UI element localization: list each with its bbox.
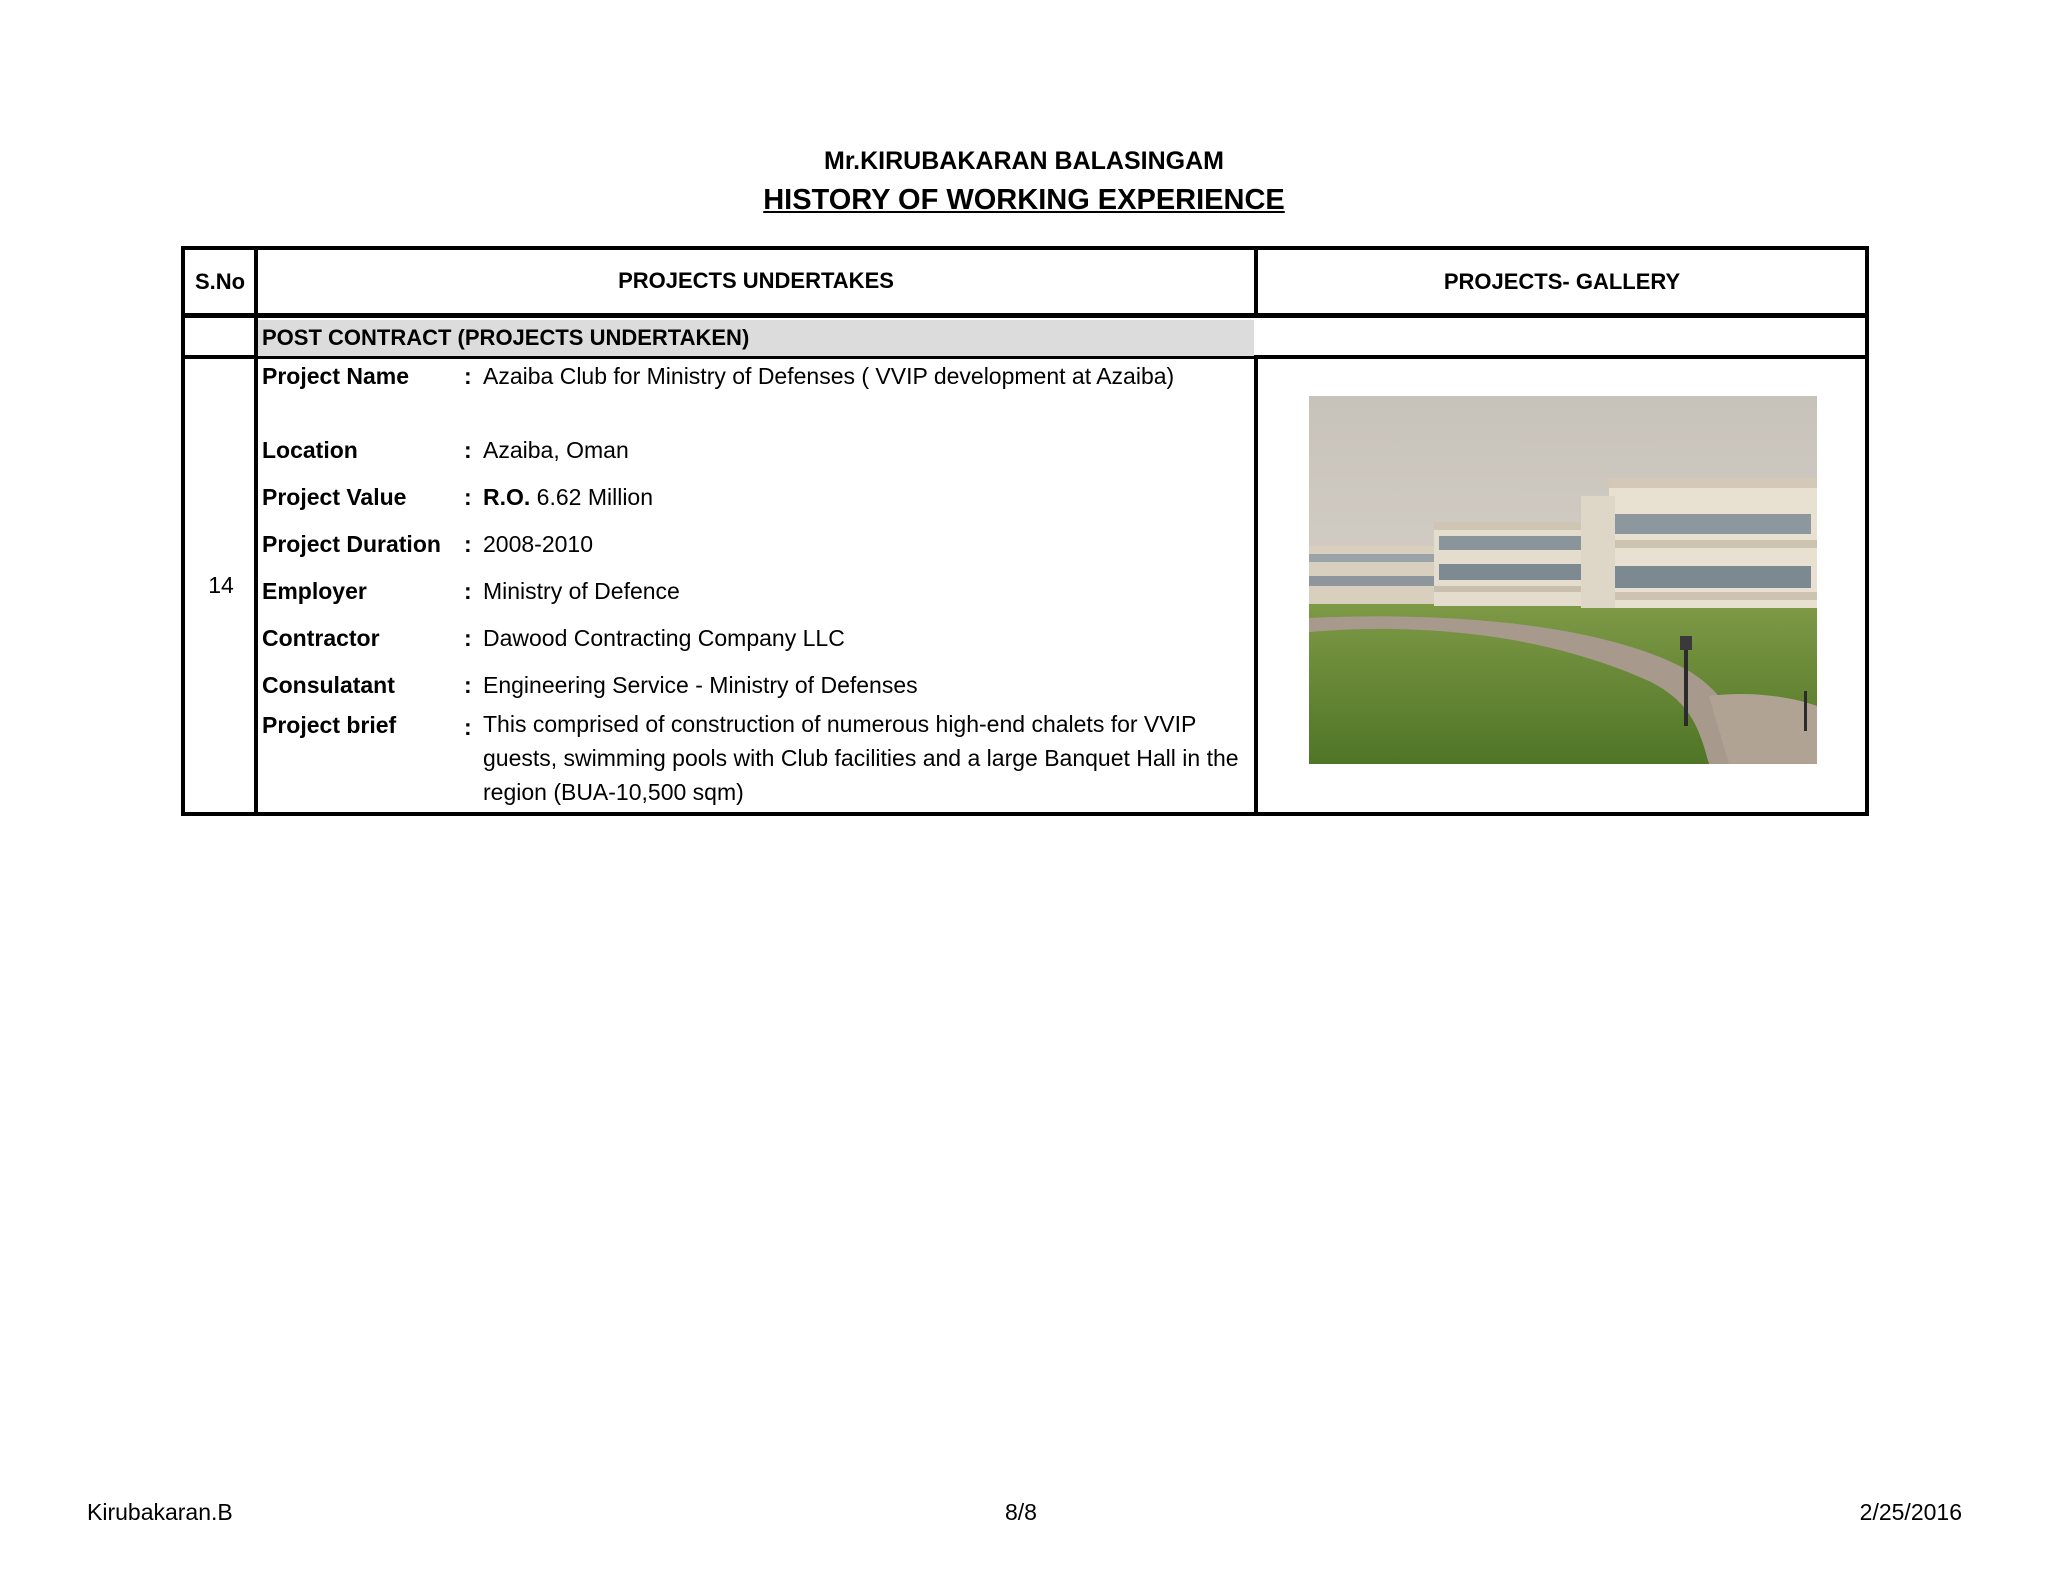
value-project-brief: This comprised of construction of numerous high-end chalets for VVIP guests, swimming pools with Club facilities and a large Banquet Hall in the region (BUA-10,500 sqm) <box>483 711 1239 805</box>
page-header <box>0 146 2048 218</box>
value-employer: Ministry of Defence <box>483 578 680 604</box>
amount: 6.62 Million <box>530 484 654 510</box>
footer-date: 2/25/2016 <box>1859 1499 1962 1525</box>
label-location: Location <box>262 437 358 463</box>
colon: : <box>464 625 472 651</box>
column-header-projects: PROJECTS UNDERTAKES <box>618 268 894 293</box>
document-title: HISTORY OF WORKING EXPERIENCE <box>763 184 1285 216</box>
footer-page-number: 8/8 <box>1005 1499 1037 1525</box>
label-project-brief: Project brief <box>262 712 397 738</box>
value-project-value <box>483 482 653 512</box>
header-divider <box>181 313 1869 318</box>
label-project-name: Project Name <box>262 363 410 389</box>
label-consultant: Consulatant <box>262 672 395 698</box>
section-title: POST CONTRACT (PROJECTS UNDERTAKEN) <box>262 325 750 350</box>
colon: : <box>464 484 472 510</box>
label-employer: Employer <box>262 578 367 604</box>
gallery-column-divider <box>1254 355 1258 816</box>
colon: : <box>464 578 472 604</box>
colon: : <box>464 714 472 740</box>
label-project-value: Project Value <box>262 484 407 510</box>
colon: : <box>464 531 472 557</box>
column-header-gallery: PROJECTS- GALLERY <box>1443 269 1681 294</box>
serial-number: 14 <box>208 572 234 598</box>
colon: : <box>464 363 472 389</box>
label-contractor: Contractor <box>262 625 380 651</box>
value-project-name: Azaiba Club for Ministry of Defenses ( VVIP development at Azaiba) <box>483 363 1175 389</box>
label-project-duration: Project Duration <box>262 531 441 557</box>
column-header-sno: S.No <box>194 269 246 294</box>
colon: : <box>464 672 472 698</box>
value-project-duration: 2008-2010 <box>483 531 593 557</box>
currency-code: R.O. <box>483 484 531 510</box>
value-contractor: Dawood Contracting Company LLC <box>483 625 845 651</box>
person-name: Mr.KIRUBAKARAN BALASINGAM <box>824 147 1224 175</box>
value-location: Azaiba, Oman <box>483 437 629 463</box>
footer-author: Kirubakaran.B <box>87 1499 233 1525</box>
value-consultant: Engineering Service - Ministry of Defenses <box>483 672 918 698</box>
project-photo <box>1309 396 1817 764</box>
colon: : <box>464 437 472 463</box>
